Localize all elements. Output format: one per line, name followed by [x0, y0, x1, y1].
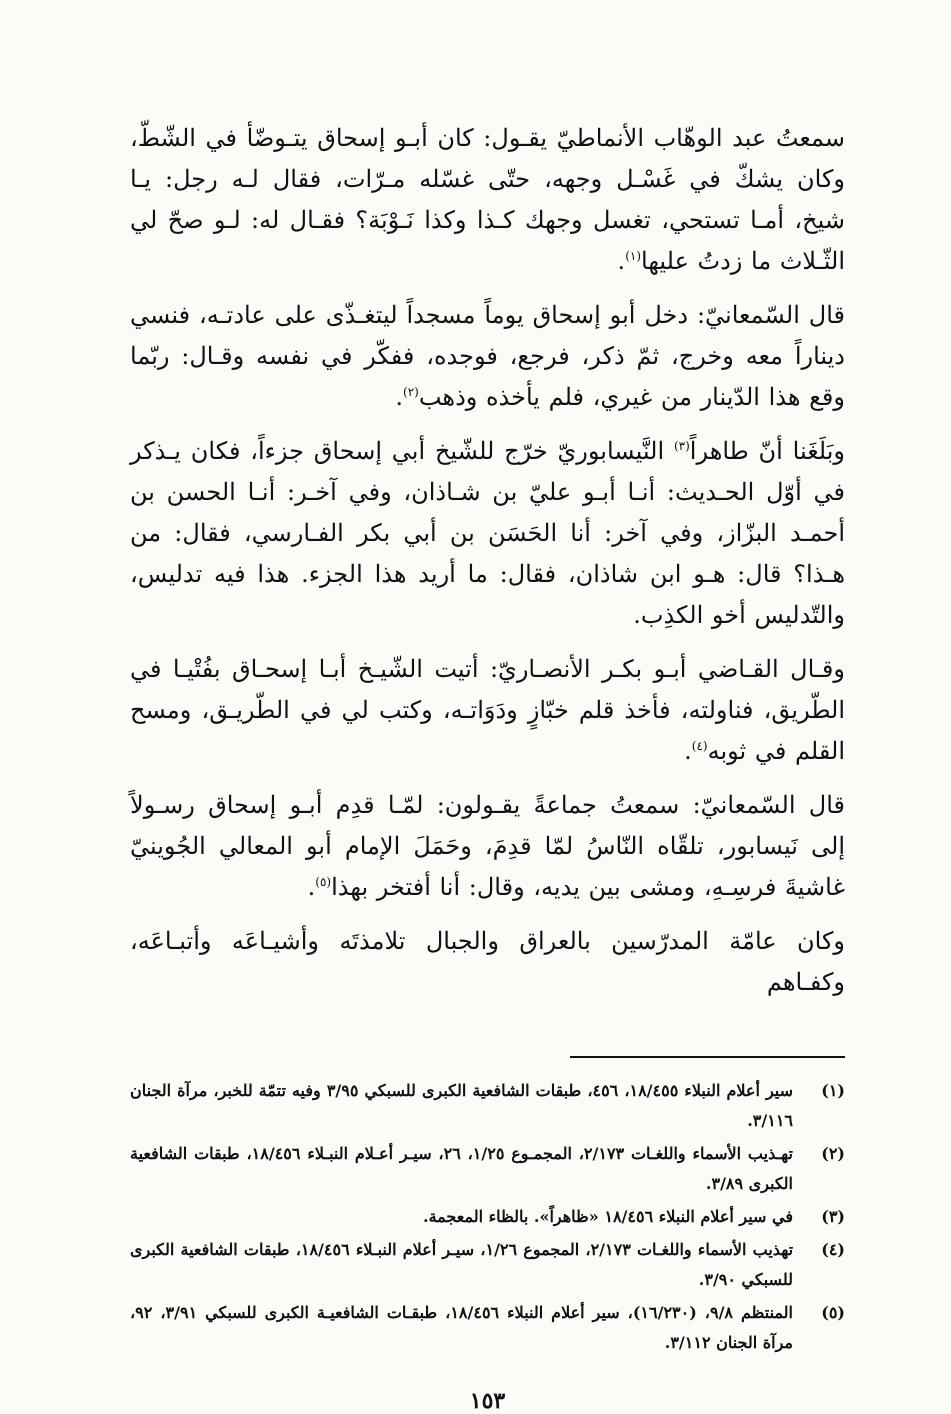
footnote-ref-1[interactable]: (١)	[625, 249, 642, 263]
paragraph-6-text: وكان عامّة المدرّسين بالعراق والجبال تلامذتَه وأشيـاعَه وأتبـاعَه، وكفـاهم	[130, 927, 845, 996]
footnote-5	[130, 1298, 845, 1358]
paragraph-4	[130, 649, 845, 772]
paragraph-1-text: سمعتُ عبد الوهّاب الأنماطيّ يقـول: كان أبـو إسحاق يتـوضّأ في الشّطّ، وكان يشكّ في غَسْـل وجهه، حتّى غسّله مـرّات، فقال لـه رجل: يـا شيخ، أمـا تستحي، تغسل وجهك كـذا وكذا نَـوْبَة؟ فقـال له: لـو صحّ لي الثّـلاث ما زدتُ عليها	[130, 124, 845, 275]
footnote-number: (٤)	[821, 1240, 845, 1259]
footnote-text: سير أعلام النبلاء ١٨/٤٥٥، ٤٥٦، طبقات الشافعية الكبرى للسبكي ٣/٩٥ وفيه تتمّة للخبر، مرآة الجنان ٣/١١٦.	[130, 1081, 794, 1130]
paragraph-4-text: وقـال القـاضي أبـو بكـر الأنصـاريّ: أتيت الشّيـخ أبـا إسحـاق بفُتْيـا في الطّريق، فناولته، فأخذ قلم خبّازٍ ودَوَاتـه، وكتب لي في الطّريـق، ومسح القلم في ثوبه	[130, 655, 845, 765]
footnote-number: (٢)	[821, 1144, 845, 1163]
footnote-ref-5[interactable]: (٥)	[315, 875, 332, 889]
footnote-ref-2[interactable]: (٢)	[403, 385, 419, 399]
footnote-text: تهـذيب الأسماء واللغـات ٢/١٧٣، المجمـوع ١/٢٥، ٢٦، سيـر أعـلام النبـلاء ١٨/٤٥٦، طبقات الشافعية الكبرى ٣/٨٩.	[130, 1144, 794, 1193]
footnote-number: (٥)	[821, 1303, 845, 1322]
footnote-2	[130, 1139, 845, 1199]
paragraph-5-text: قال السّمعانيّ: سمعتُ جماعةً يقـولون: لمّـا قدِم أبـو إسحاق رسـولاً إلى نَيسابور، تلقّاه النّاسُ لمّا قدِمَ، وحَمَلَ الإمام أبو المعالي الجُوينيّ غاشيةَ فرسِـهِ، ومشى بين يديه، وقال: أنا أفتخر بهذا	[130, 791, 845, 901]
page-body	[130, 118, 845, 1414]
footnote-divider	[570, 1056, 845, 1058]
paragraph-5	[130, 785, 845, 908]
paragraph-5-end: .	[307, 873, 316, 901]
footnote-3	[130, 1202, 845, 1232]
paragraph-2-text: قال السّمعانيّ: دخل أبو إسحاق يوماً مسجداً ليتغـذّى على عادتـه، فنسي ديناراً معه وخرج، ثمّ ذكر، فرجع، فوجده، ففكّر في نفسه وقـال: ربّما وقع هذا الدّينار من غيري، فلم يأخذه وذهب	[130, 301, 845, 411]
page-number: ١٥٣	[469, 1388, 506, 1414]
paragraph-6	[130, 921, 845, 1003]
paragraph-1	[130, 118, 845, 282]
footnotes-section	[130, 1076, 845, 1361]
paragraph-2-end: .	[395, 383, 404, 411]
footnote-1	[130, 1076, 845, 1136]
footnote-text: في سير أعلام النبلاء ١٨/٤٥٦ «ظاهراً». بالظاء المعجمة.	[423, 1207, 793, 1226]
footnote-number: (١)	[821, 1081, 845, 1100]
footnote-number: (٣)	[821, 1207, 845, 1226]
footnote-text: تهذيب الأسماء واللغـات ٢/١٧٣، المجموع ١/٢٦، سيـر أعلام النبـلاء ١٨/٤٥٦، طبقات الشافعية الكبرى للسبكي ٣/٩٠.	[130, 1240, 794, 1289]
paragraph-3-text: وبَلَغَنا أنّ طاهراً	[689, 437, 845, 465]
footnote-4	[130, 1235, 845, 1295]
paragraph-1-end: .	[617, 247, 626, 275]
footnote-ref-3[interactable]: (٣)	[673, 439, 690, 453]
footnote-text: المنتظم ٩/٨، (١٦/٢٣٠)، سير أعلام النبلاء ١٨/٤٥٦، طبقـات الشافعيـة الكبرى للسبكي ٣/٩١، ٩٢، مرآة الجنان ٣/١١٢.	[130, 1303, 793, 1352]
paragraph-4-end: .	[684, 737, 692, 765]
footnote-ref-4[interactable]: (٤)	[691, 739, 708, 753]
paragraph-3-end: النَّيسابوريّ خرّج للشّيخ أبي إسحاق جزءاً، فكان يـذكر في أوّل الحـديث: أنـا أبـو عليّ بن شـاذان، وفي آخـر: أنـا الحسن بن أحمـد البزّاز، وفي آخر: أنا الحَسَن بن أبي بكر الفـارسي، فقال: من هـذا؟ قال: هـو ابن شاذان، فقال: ما أريد هذا الجزء. هذا فيه تدليس، والتّدليس أخو الكذِب.	[130, 437, 845, 629]
paragraph-3	[130, 431, 845, 636]
paragraph-2	[130, 295, 845, 418]
